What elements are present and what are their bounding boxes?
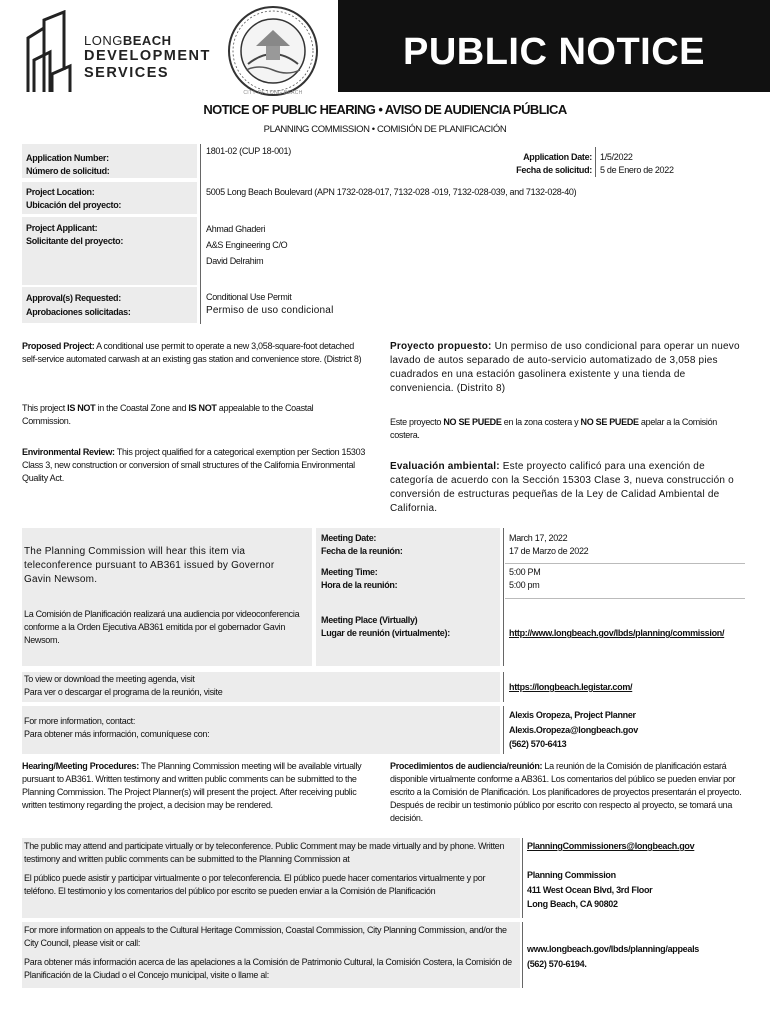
- app-date-label: [496, 151, 592, 177]
- agenda-divider: [503, 672, 504, 702]
- appeals-es: Para obtener más información acerca de las apelaciones a la Comisión de Patrimonio Cultural, la Comisión Costera, la Comisión de Planificación de la Ciudad o el Concejo municipal, visite o llame al:: [24, 957, 512, 980]
- meeting-time-value: [509, 566, 540, 592]
- env-review-es: [390, 460, 746, 516]
- public-notice-banner: [338, 0, 770, 92]
- meeting-date-value-es: 17 de Marzo de 2022: [509, 546, 589, 556]
- coastal-en: [22, 402, 362, 428]
- contact-divider: [503, 706, 504, 754]
- meeting-date-label: [321, 532, 403, 558]
- address-line-3: Long Beach, CA 90802: [527, 899, 618, 909]
- banner-text: PUBLIC NOTICE: [402, 31, 706, 73]
- approvals-value-es: Permiso de uso condicional: [206, 305, 334, 316]
- coastal-es-1: Este proyecto: [390, 417, 444, 427]
- appeals-en: For more information on appeals to the Cultural Heritage Commission, Coastal Commission, City Planning Commission, and/or the City Council, please visit or call:: [24, 925, 507, 948]
- app-date-divider: [595, 147, 596, 177]
- app-number-label-es: Número de solicitud:: [26, 166, 110, 176]
- meeting-time-value-en: 5:00 PM: [509, 567, 541, 577]
- location-label-es: Ubicación del proyecto:: [26, 200, 122, 210]
- meeting-date-value: [509, 532, 588, 558]
- logo-text: [84, 34, 211, 82]
- notice-title: NOTICE OF PUBLIC HEARING • AVISO DE AUDIENCIA PÚBLICA: [203, 102, 567, 117]
- coastal-es-3: en la zona costera y: [501, 417, 581, 427]
- logo-development: DEVELOPMENT: [84, 48, 211, 64]
- agenda-text-en: To view or download the meeting agenda, visit: [24, 674, 195, 684]
- approvals-label-es: Aprobaciones solicitadas:: [26, 307, 131, 317]
- time-separator: [505, 563, 745, 564]
- app-date-value: [600, 151, 674, 177]
- env-label-es: Evaluación ambiental:: [390, 461, 500, 472]
- logo-long: LONG: [84, 33, 123, 48]
- proposed-project-es: [390, 340, 746, 396]
- contact-phone: (562) 570-6413: [509, 739, 567, 749]
- app-date-value-es: 5 de Enero de 2022: [600, 165, 674, 175]
- coastal-es: [390, 416, 730, 442]
- coastal-es-2: NO SE PUEDE: [443, 417, 502, 427]
- meeting-intro-es: La Comisión de Planificación realizará una audiencia por videoconferencia conforme a la Orden Ejecutiva AB361 emitida por el gobernador Gavin Newsom.: [24, 609, 300, 645]
- applicant-label-en: Project Applicant:: [26, 223, 98, 233]
- app-number-label: [26, 152, 110, 178]
- meeting-date-value-en: March 17, 2022: [509, 533, 568, 543]
- public-comment-es: El público puede asistir y participar virtualmente o por teleconferencia. El público puede hacer comentarios virtualmente y por teléfono. El testimonio y los comentarios del público por escrito se pueden enviar a la Comisión de Planificación: [24, 873, 486, 896]
- appeals-divider: [522, 922, 523, 988]
- coastal-en-3: in the Coastal Zone and: [95, 403, 189, 413]
- approvals-label: [26, 291, 131, 319]
- procedures-text-en: The Planning Commission meeting will be available virtually pursuant to AB361. Written testimony and written public comments can be submitted to the Planning Commission. The Project Planner(s) will present the project. After receiving public written testimony regarding the project, a decision may be rendered.: [22, 761, 362, 810]
- coastal-en-2: IS NOT: [67, 403, 96, 413]
- proposed-project-en: [22, 340, 362, 366]
- contact-email[interactable]: Alexis.Oropeza@longbeach.gov: [509, 724, 638, 735]
- app-date-value-en: 1/5/2022: [600, 152, 633, 162]
- coastal-es-4: NO SE PUEDE: [580, 417, 639, 427]
- env-review-en: [22, 446, 368, 485]
- applicant-label-es: Solicitante del proyecto:: [26, 236, 124, 246]
- building-logo-icon: [20, 10, 80, 94]
- procedures-label-en: Hearing/Meeting Procedures:: [22, 761, 139, 771]
- app-number-value: 1801-02 (CUP 18-001): [206, 146, 291, 156]
- address-line-1: Planning Commission: [527, 870, 616, 880]
- notice-subtitle: PLANNING COMMISSION • COMISIÓN DE PLANIFICACIÓN: [263, 124, 507, 135]
- appeals-link[interactable]: www.longbeach.gov/lbds/planning/appeals: [527, 944, 699, 954]
- meeting-time-label-en: Meeting Time:: [321, 567, 378, 577]
- meeting-place-label-en: Meeting Place (Virtually): [321, 615, 418, 625]
- address-line-2: 411 West Ocean Blvd, 3rd Floor: [527, 884, 653, 895]
- contact-info: [509, 708, 638, 752]
- seal-label: CITY OF LONG BEACH: [243, 90, 303, 96]
- public-comment-en: The public may attend and participate virtually or by teleconference. Public Comment may be made virtually and by phone. Written testimony and written public comments can be submitted to the Planning Commission at: [24, 841, 505, 864]
- proposed-label-en: Proposed Project:: [22, 341, 95, 351]
- applicant-label: [26, 222, 123, 248]
- app-number-label-en: Application Number:: [26, 153, 109, 163]
- approvals-values: [206, 290, 334, 318]
- contact-text-es: Para obtener más información, comuníquese con:: [24, 729, 210, 739]
- contact-text-en: For more information, contact:: [24, 716, 136, 726]
- proposed-label-es: Proyecto propuesto:: [390, 341, 492, 352]
- meeting-time-label-es: Hora de la reunión:: [321, 580, 398, 590]
- logo-services: SERVICES: [84, 65, 170, 81]
- meeting-time-label: [321, 566, 397, 592]
- meeting-date-label-en: Meeting Date:: [321, 533, 377, 543]
- approvals-value-en: Conditional Use Permit: [206, 292, 292, 302]
- contact-text: [24, 715, 209, 741]
- coastal-en-1: This project: [22, 403, 68, 413]
- coastal-es-5: apelar a la Comisión costera.: [390, 417, 717, 440]
- applicant-values: [206, 221, 287, 269]
- meeting-divider: [503, 528, 504, 666]
- meeting-date-label-es: Fecha de la reunión:: [321, 546, 403, 556]
- procedures-label-es: Procedimientos de audiencia/reunión:: [390, 761, 543, 771]
- app-date-label-en: Application Date:: [523, 152, 592, 162]
- appeals-contact: [527, 942, 699, 972]
- applicant-contact: David Delrahim: [206, 256, 264, 266]
- env-text-es: Este proyecto calificó para una exención de categoría de acuerdo con la Sección 15303 Clase 3, nueva construcción o conversión de estructuras pequeñas de la Ley de Calidad Ambiental de California.: [390, 461, 734, 514]
- procedures-en: [22, 760, 372, 812]
- header: [0, 0, 770, 100]
- coastal-en-5: appealable to the Coastal Commission.: [22, 403, 314, 426]
- public-comment-divider: [522, 838, 523, 918]
- app-date-label-es: Fecha de solicitud:: [516, 165, 592, 175]
- proposed-text-es: Un permiso de uso condicional para operar un nuevo lavado de autos separado de auto-servicio automatizado de 3,058 pies cuadrados en una estación gasolinera existente y una tienda de conveniencia. (Distrito 8): [390, 341, 740, 394]
- agenda-text: [24, 673, 222, 699]
- contact-name: Alexis Oropeza, Project Planner: [509, 710, 636, 720]
- agenda-link[interactable]: https://longbeach.legistar.com/: [509, 682, 633, 692]
- env-label-en: Environmental Review:: [22, 447, 115, 457]
- logo-beach: BEACH: [122, 33, 172, 48]
- applicant-firm: A&S Engineering C/O: [206, 240, 288, 250]
- approvals-label-en: Approval(s) Requested:: [26, 293, 121, 303]
- applicant-name: Ahmad Ghaderi: [206, 224, 266, 234]
- meeting-place-label-es: Lugar de reunión (virtualmente):: [321, 628, 450, 638]
- commissioners-email-link[interactable]: PlanningCommissioners@longbeach.gov: [527, 841, 695, 851]
- coastal-en-4: IS NOT: [188, 403, 217, 413]
- city-seal-icon: [226, 4, 320, 98]
- commission-address: [527, 868, 652, 912]
- meeting-place-label: [321, 614, 450, 640]
- meeting-intro-en: The Planning Commission will hear this item via teleconference pursuant to AB361 issued by Governor Gavin Newsom.: [24, 546, 275, 585]
- field-divider: [200, 144, 201, 324]
- location-value: 5005 Long Beach Boulevard (APN 1732-028-017, 7132-028 -019, 7132-028-039, and 7132-028-40): [206, 187, 577, 197]
- place-separator: [505, 598, 745, 599]
- location-label: [26, 186, 121, 212]
- meeting-time-value-es: 5:00 pm: [509, 580, 540, 590]
- meeting-place-link[interactable]: http://www.longbeach.gov/lbds/planning/commission/: [509, 628, 725, 638]
- proposed-text-en: A conditional use permit to operate a new 3,058-square-foot detached self-service automated carwash at an existing gas station and convenience store. (District 8): [22, 341, 362, 364]
- location-label-en: Project Location:: [26, 187, 95, 197]
- agenda-text-es: Para ver o descargar el programa de la reunión, visite: [24, 687, 223, 697]
- appeals-phone: (562) 570-6194.: [527, 959, 587, 969]
- procedures-text-es: La reunión de la Comisión de planificación estará disponible virtualmente conforme a AB361. Los comentarios del público se pueden enviar por escrito a la Comisión de Planificación. Los planificadores de proyectos presentarán el proyecto. Después de recibir un testimonio público por escrito con respecto al proyecto, se tomará una decisión.: [390, 761, 742, 823]
- procedures-es: [390, 760, 746, 825]
- env-text-en: This project qualified for a categorical exemption per Section 15303 Class 3, new construction or conversion of small structures of the California Environmental Quality Act.: [22, 447, 366, 483]
